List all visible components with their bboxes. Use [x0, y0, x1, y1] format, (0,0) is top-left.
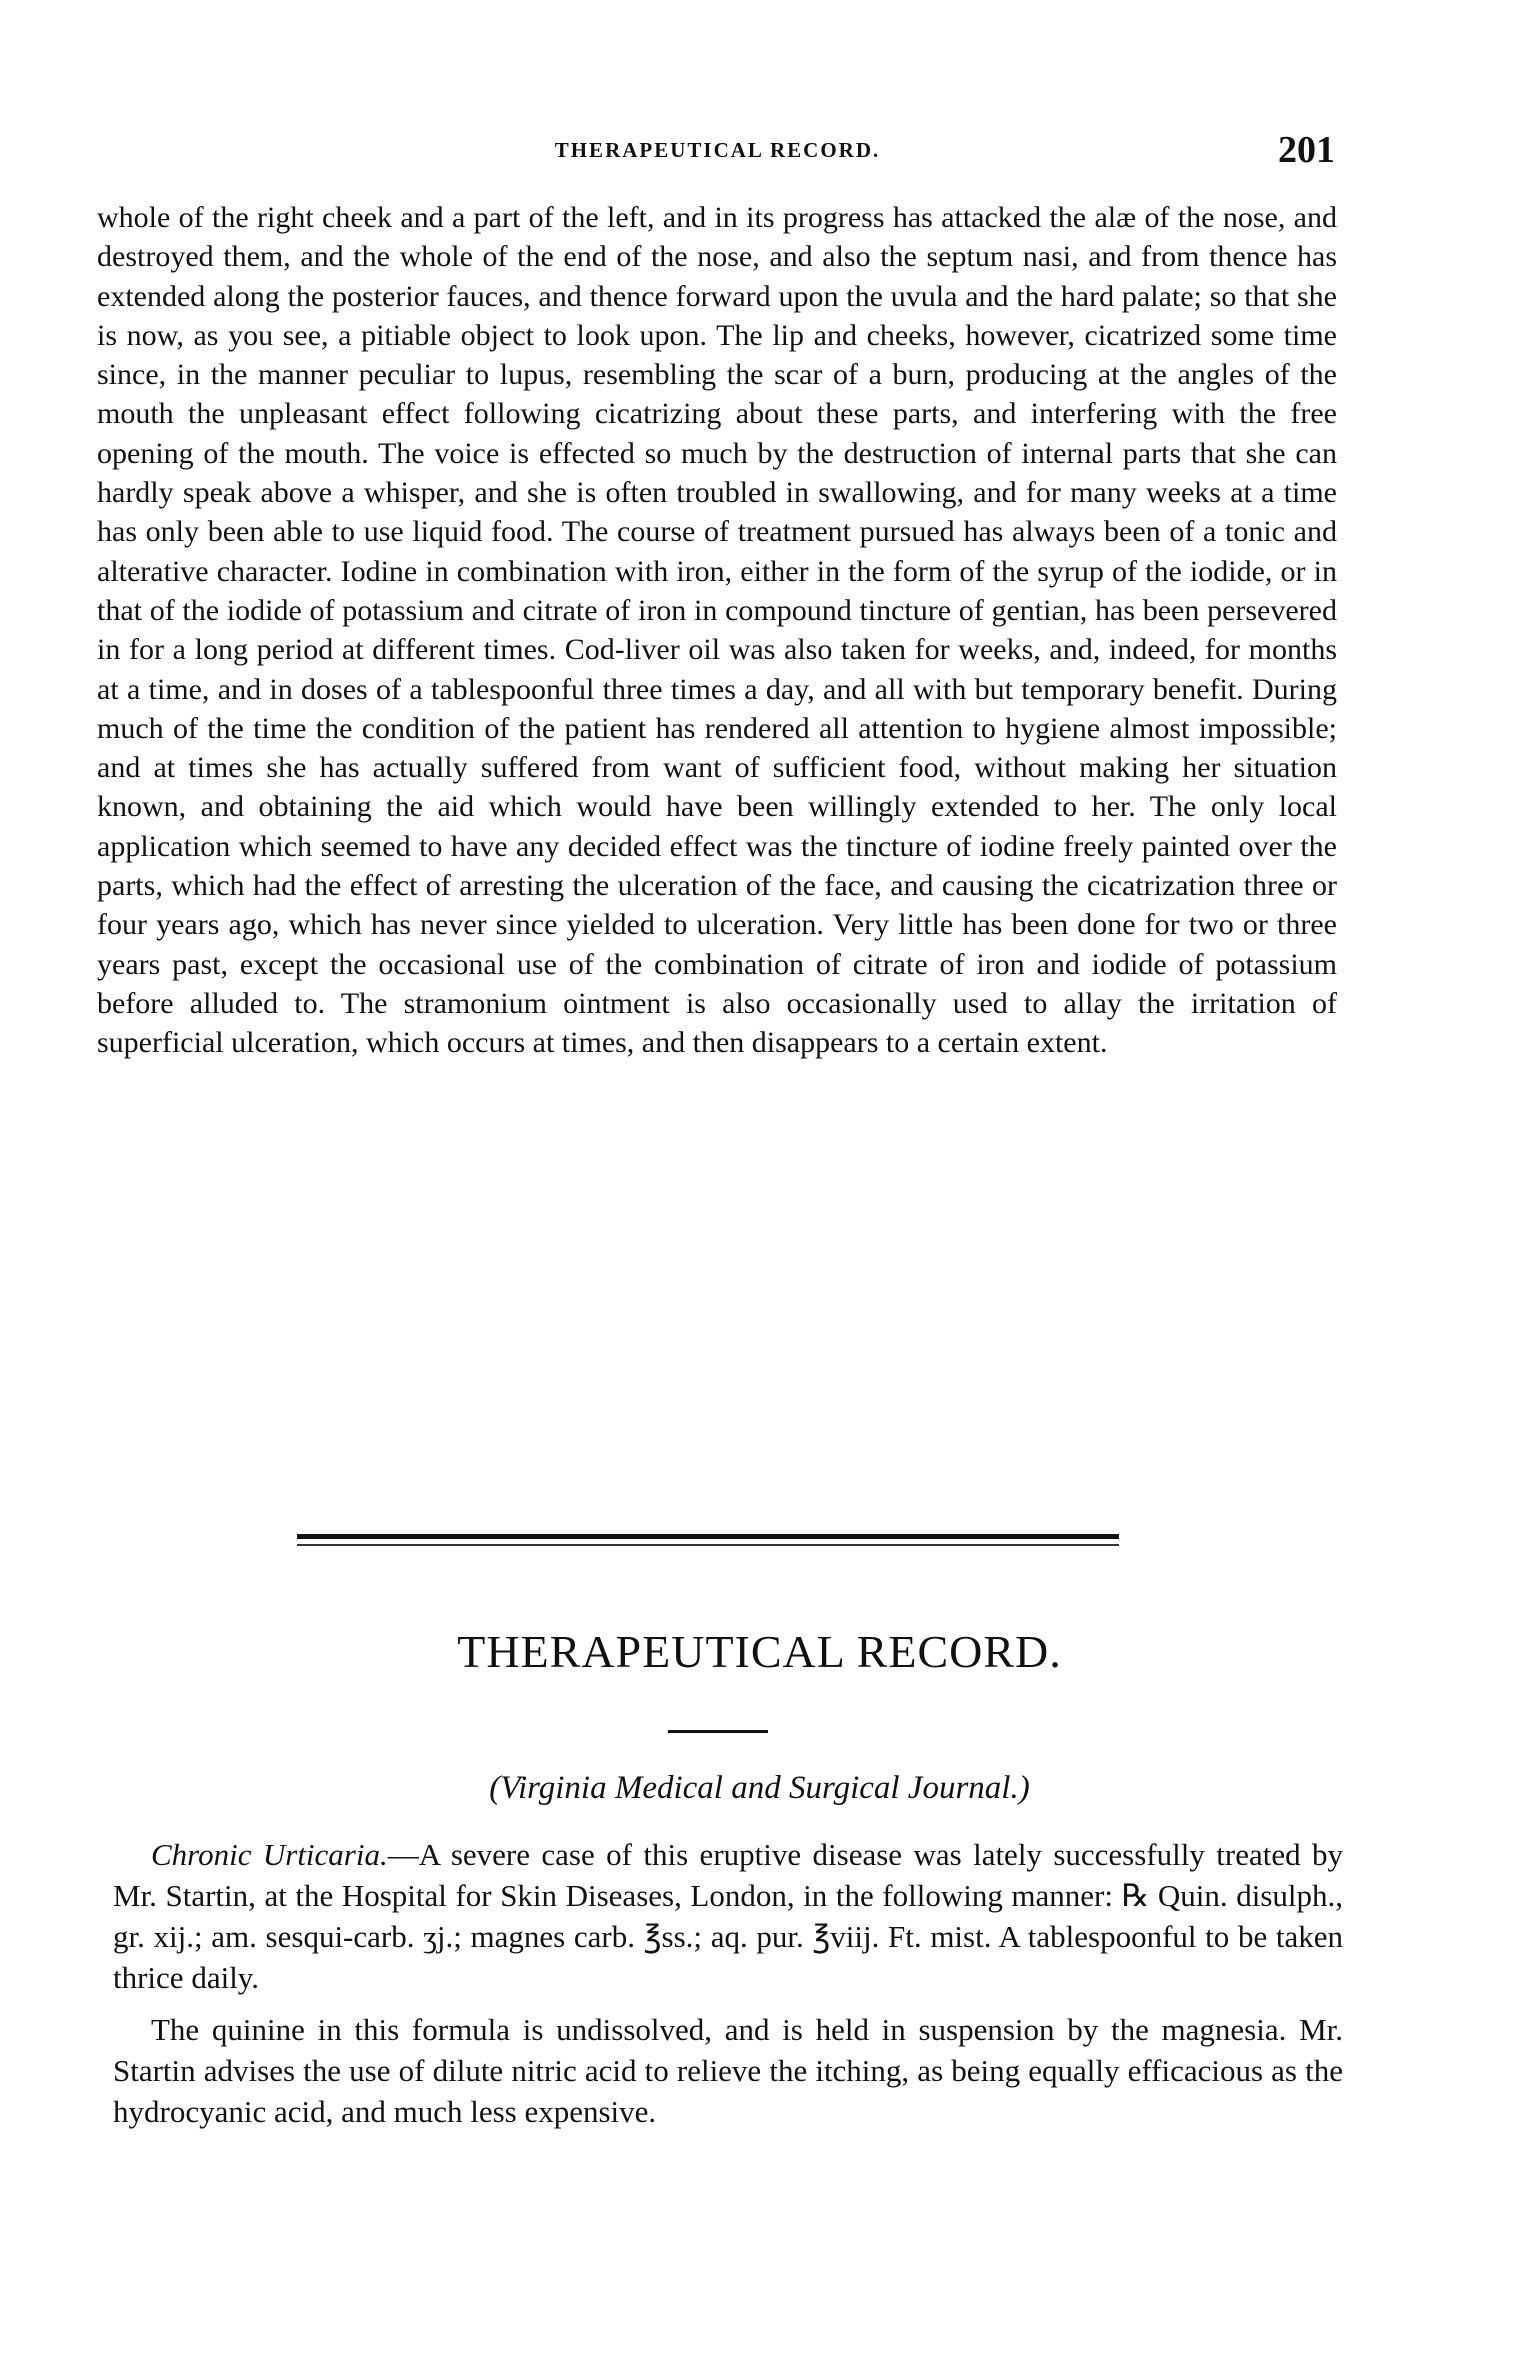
paragraph-heading: Chronic Urticaria.: [151, 1837, 388, 1872]
section-divider-thin: [297, 1544, 1119, 1546]
running-title: THERAPEUTICAL RECORD.: [554, 138, 881, 162]
page-number: 201: [1278, 129, 1335, 171]
journal-source: (Virginia Medical and Surgical Journal.): [489, 1770, 1030, 1806]
urticaria-paragraph: [113, 1834, 1343, 1998]
section-title: THERAPEUTICAL RECORD.: [457, 1626, 1062, 1677]
quinine-paragraph: [113, 2009, 1343, 2132]
section-divider-thick: [297, 1534, 1119, 1539]
continued-paragraph: whole of the right cheek and a part of the left, and in its progress has attacked the alæ of the nose, and destroyed them, and the whole of the end of the nose, and also the septum nasi, and from thence has extended along the posterior fauces, and thence forward upon the uvula and the hard palate; so that she is now, as you see, a pitiable object to look upon. The lip and cheeks, however, cicatrized some time since, in the manner peculiar to lupus, resembling the scar of a burn, producing at the angles of the mouth the unpleasant effect following cicatrizing about these parts, and interfering with the free opening of the mouth. The voice is effected so much by the destruction of internal parts that she can hardly speak above a whisper, and she is often troubled in swallowing, and for many weeks at a time has only been able to use liquid food. The course of treatment pursued has always been of a tonic and alterative character. Iodine in combination with iron, either in the form of the syrup of the iodide, or in that of the iodide of potassium and citrate of iron in compound tincture of gentian, has been persevered in for a long period at different times. Cod-liver oil was also taken for weeks, and, indeed, for months at a time, and in doses of a tablespoonful three times a day, and all with but temporary benefit. During much of the time the condition of the patient has rendered all attention to hygiene almost impossible; and at times she has actually suffered from want of sufficient food, without making her situation known, and obtaining the aid which would have been willingly extended to her. The only local application which seemed to have any decided effect was the tincture of iodine freely painted over the parts, which had the effect of arresting the ulceration of the face, and causing the cicatrization three or four years ago, which has never since yielded to ulceration. Very little has been done for two or three years past, except the occasional use of the combination of citrate of iron and iodide of potassium before alluded to. The stramonium ointment is also occasionally used to allay the irritation of superficial ulceration, which occurs at times, and then disappears to a certain extent.: [97, 201, 1337, 1060]
title-underline-rule: [668, 1730, 768, 1733]
paragraph-text: —A severe case of this eruptive disease was lately successfully treated by Mr. Startin, at the Hospital for Skin Diseases, London, in the following manner: ℞ Quin. disulph., gr. xij.; am. sesqui-carb. ʒj.; magnes carb. ℥ss.; aq. pur. ℥viij. Ft. mist. A tablespoonful to be taken thrice daily.: [113, 1837, 1343, 1995]
paragraph-text: The quinine in this formula is undissolved, and is held in suspension by the magnesia. Mr. Startin advises the use of dilute nitric acid to relieve the itching, as being equally efficacious as the hydrocyanic acid, and much less expensive.: [113, 2012, 1343, 2129]
running-header: [100, 128, 1335, 171]
